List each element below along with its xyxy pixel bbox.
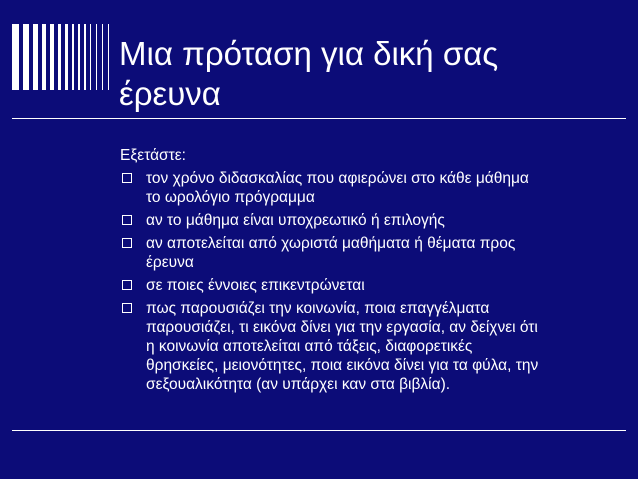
bullet-item: [120, 276, 620, 295]
title-line-2: έρευνα: [119, 75, 221, 112]
bullet-line: έρευνα: [146, 254, 194, 271]
bullet-line: το ωρολόγιο πρόγραμμα: [146, 189, 315, 206]
hollow-square-icon: [122, 280, 132, 290]
title-divider: [12, 118, 626, 119]
decorative-stripes: [12, 24, 110, 90]
bullet-line: παρουσιάζει, τι εικόνα δίνει για την εργασία, αν δείχνει ότι: [146, 319, 538, 336]
bullet-line: αν το μάθημα είναι υποχρεωτικό ή επιλογής: [146, 212, 445, 229]
hollow-square-icon: [122, 303, 132, 313]
slide-body: [120, 146, 620, 398]
bullet-line: θρησκείες, μειονότητες, ποια εικόνα δίνει για τα φύλα, την: [146, 357, 539, 374]
bullet-line: αν αποτελείται από χωριστά μαθήματα ή θέματα προς: [146, 235, 516, 252]
hollow-square-icon: [122, 238, 132, 248]
title-line-1: Μια πρόταση για δική σας: [119, 35, 499, 72]
slide-title: [119, 34, 619, 114]
bottom-divider: [12, 430, 626, 431]
bullet-line: πως παρουσιάζει την κοινωνία, ποια επαγγέλματα: [146, 300, 490, 317]
hollow-square-icon: [122, 215, 132, 225]
bullet-item: [120, 299, 620, 394]
bullet-line: σε ποιες έννοιες επικεντρώνεται: [146, 277, 365, 294]
bullet-line: τον χρόνο διδασκαλίας που αφιερώνει στο κάθε μάθημα: [146, 170, 529, 187]
bullet-item: [120, 211, 620, 230]
intro-text: Εξετάστε:: [120, 147, 186, 164]
hollow-square-icon: [122, 173, 132, 183]
bullet-line: η κοινωνία αποτελείται από τάξεις, διαφορετικές: [146, 338, 473, 355]
bullet-list: [120, 169, 620, 394]
bullet-item: [120, 234, 620, 272]
bullet-line: σεξουαλικότητα (αν υπάρχει καν στα βιβλία).: [146, 376, 451, 393]
bullet-item: [120, 169, 620, 207]
